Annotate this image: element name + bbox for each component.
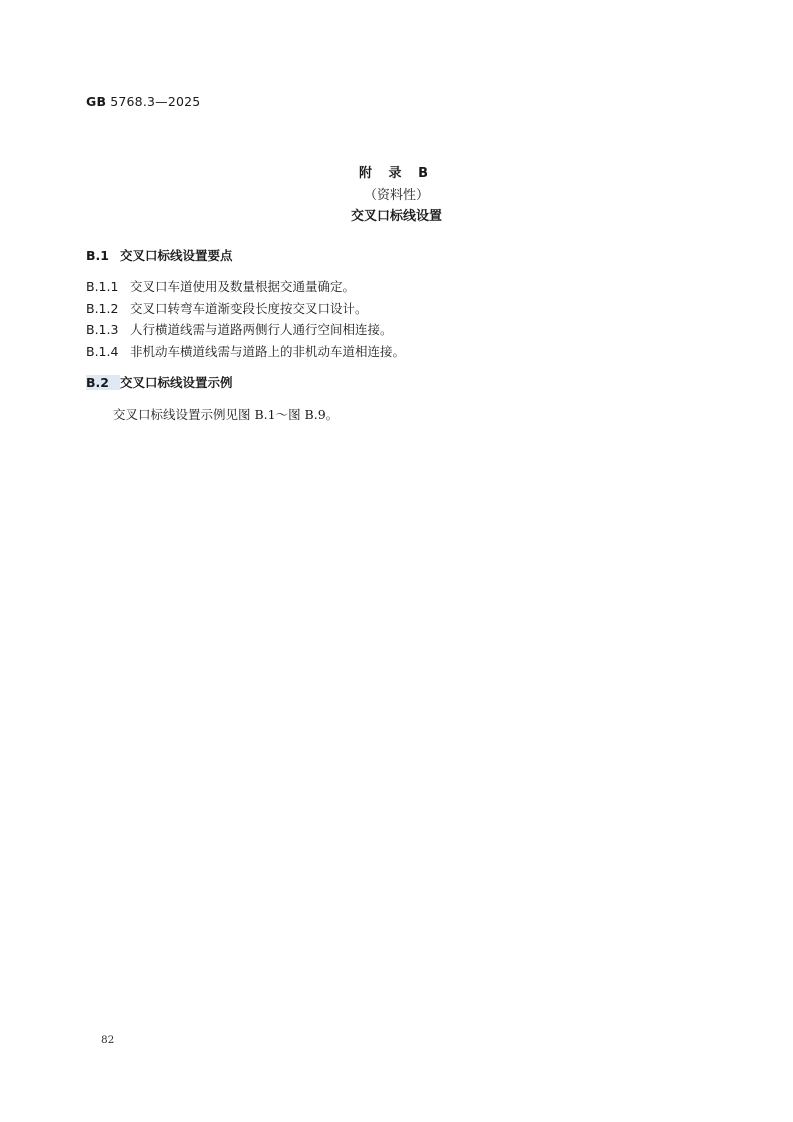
section-number: B.2: [86, 375, 120, 390]
annex-label: 附 录 B: [359, 166, 434, 181]
clause-number: B.1.4: [86, 344, 119, 359]
clause-number: B.1.3: [86, 322, 119, 337]
section-heading-b2: [86, 373, 233, 391]
standard-code: GB: [86, 94, 107, 109]
clause-text: 人行横道线需与道路两侧行人通行空间相连接。: [130, 322, 393, 337]
annex-title: 交叉口标线设置: [350, 209, 442, 224]
clause-b-1-3: [86, 320, 393, 338]
standard-year-number: 5768.3—2025: [110, 94, 201, 109]
section-paragraph: 交叉口标线设置示例见图 B.1～图 B.9。: [113, 407, 339, 422]
clause-number: B.1.2: [86, 301, 119, 316]
page-number: 82: [101, 1034, 115, 1046]
section-title: 交叉口标线设置示例: [120, 375, 233, 390]
section-heading-b1: [86, 246, 233, 264]
annex-type: （资料性）: [363, 188, 429, 203]
section-number: B.1: [86, 248, 109, 263]
standard-number: [86, 94, 200, 109]
clause-b-1-1: [86, 277, 355, 295]
clause-text: 交叉口车道使用及数量根据交通量确定。: [130, 279, 356, 294]
clause-number: B.1.1: [86, 279, 119, 294]
clause-text: 非机动车横道线需与道路上的非机动车道相连接。: [130, 344, 406, 359]
section-title: 交叉口标线设置要点: [120, 248, 233, 263]
clause-b-1-4: [86, 342, 405, 360]
clause-b-1-2: [86, 299, 368, 317]
clause-text: 交叉口转弯车道渐变段长度按交叉口设计。: [130, 301, 368, 316]
